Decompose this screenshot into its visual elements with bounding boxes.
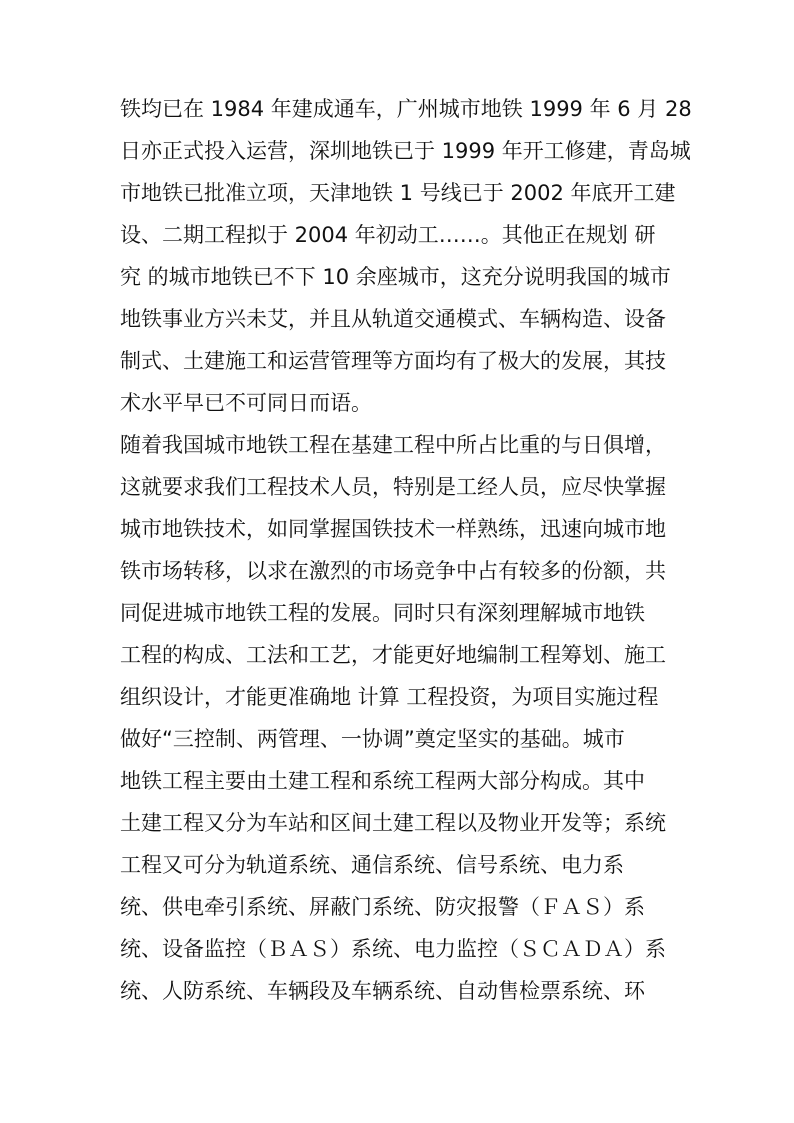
- text-line: 铁市场转移，以求在激烈的市场竞争中占有较多的份额，共: [120, 559, 666, 583]
- text-line: 工程的构成、工法和工艺，才能更好地编制工程筹划、施工: [120, 643, 666, 667]
- text-line: 地铁工程主要由土建工程和系统工程两大部分构成。其中: [120, 769, 645, 793]
- text-line: 做好“三控制、两管理、一协调”奠定坚实的基础。城市: [120, 727, 625, 751]
- text-line: 组织设计，才能更准确地 计算 工程投资，为项目实施过程: [120, 685, 659, 709]
- text-line: 同促进城市地铁工程的发展。同时只有深刻理解城市地铁: [120, 601, 645, 625]
- text-line: 地铁事业方兴未艾，并且从轨道交通模式、车辆构造、设备: [120, 307, 666, 331]
- text-line: 工程又可分为轨道系统、通信系统、信号系统、电力系: [120, 853, 624, 877]
- text-line: 市地铁已批准立项，天津地铁 1 号线已于 2002 年底开工建: [120, 181, 676, 205]
- text-line: 随着我国城市地铁工程在基建工程中所占比重的与日俱增，: [120, 433, 666, 457]
- text-line: 术水平早已不可同日而语。: [120, 391, 372, 415]
- text-line: 铁均已在 1984 年建成通车，广州城市地铁 1999 年 6 月 28: [120, 97, 692, 121]
- text-line: 这就要求我们工程技术人员，特别是工经人员，应尽快掌握: [120, 475, 666, 499]
- text-line: 日亦正式投入运营，深圳地铁已于 1999 年开工修建，青岛城: [120, 139, 691, 163]
- text-line: 统、人防系统、车辆段及车辆系统、自动售检票系统、环: [120, 979, 645, 1003]
- text-line: 制式、土建施工和运营管理等方面均有了极大的发展，其技: [120, 349, 666, 373]
- text-line: 统、供电牵引系统、屏蔽门系统、防灾报警（ＦＡＳ）系: [120, 895, 645, 919]
- body-text: [120, 88, 692, 1012]
- text-line: 土建工程又分为车站和区间土建工程以及物业开发等；系统: [120, 811, 666, 835]
- text-line: 究 的城市地铁已不下 10 余座城市，这充分说明我国的城市: [120, 265, 671, 289]
- text-line: 设、二期工程拟于 2004 年初动工……。其他正在规划 研: [120, 223, 656, 247]
- text-line: 统、设备监控（ＢＡＳ）系统、电力监控（ＳＣＡＤＡ）系: [120, 937, 666, 961]
- text-line: 城市地铁技术，如同掌握国铁技术一样熟练，迅速向城市地: [120, 517, 666, 541]
